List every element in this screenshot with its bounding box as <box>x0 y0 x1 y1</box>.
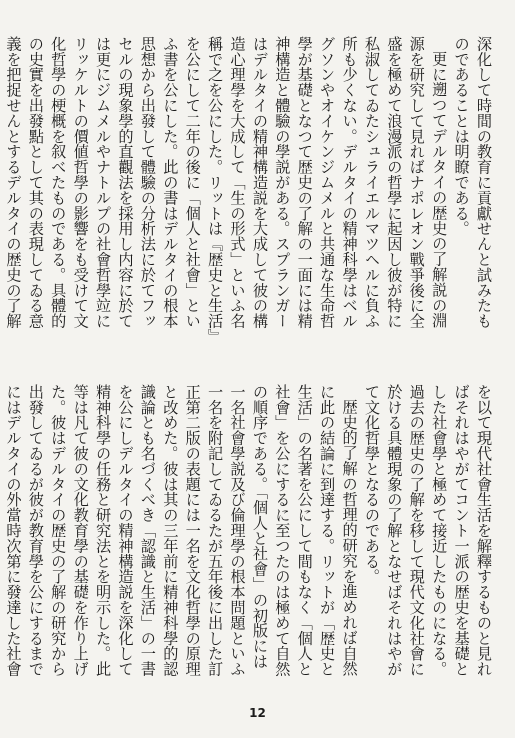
page-number: 12 <box>249 706 266 720</box>
paragraph: を以て現代社會生活を解釋するものと見ればそれはやがてコント一派の歴史を基礎とした社會學と極めて接近したものになる。過去の歴史の了解を移して現代文化社會に於ける具體現象の了解となせばそれはやがて文化哲學となるのである。 <box>362 384 493 677</box>
text-block-upper <box>4 36 495 340</box>
paragraph: 歴史的了解の哲理的研究を進めれば自然に此の結論に到達する。リットが「歴史と生活」の名著を公にして間もなく「個人と社會」を公にするに至つたのは極めて自然の順序である。「個人と社會」の初版には一名社會學説及び倫理學の根本問題といふ一名を附記してゐるたが五年後に出した訂正第二版の表題には一名を文化哲學の原理と改めた。彼は其の三年前に精神科學的認識論とも名づくべき「認識と生活」の一書を公にしデルタイの精神構造説を深化して精神科學の任務と研究法とを明示した。此等は凡て彼の文化教育學の基礎を作り上げた。彼はデルタイの歴史の了解の研究から出發してゐるが彼が教育學を公にするまでにはデルタイの外當時次第に發達した社會 <box>4 384 359 677</box>
text-block-lower <box>4 384 495 684</box>
paragraph: 深化して時間の教育に貢獻せんと試みたものであることは明瞭である。 <box>452 36 493 329</box>
paragraph: 更に遡つてデルタイの歴史の了解説の淵源を研究して見ればナポレオン戰爭後に全盛を極めて浪漫派の哲學に起因し彼が特に私淑してゐたシュライエルマツヘルに負ふ所も少くない。デルタイの精神科學はベルグソンやオイケンジムメルと共通な生命哲學が基礎となつて歴史の了解の一面には精神構造と體驗の學説がある。スプランガーはデルタイの精神構造説を大成して彼の構造心理學を大成して「生の形式」といふ名稱で之を公にした。リットは『歴史と生活』を公にして二年の後に「個人と社會」といふ書を公にした。此の書はデルタイの根本思想から出發して體驗の分析法に於てフッセルの現象學的直觀法を採用し内容に於ては更にジムメルやナトルプの社會哲學竝にリッケルトの價値哲學の影響をも受けて文化哲學の梗概を叙べたものである。具體的の史實を出發點として其の表現してゐる意義を把捉せんとするデルタイの歴史の了解 <box>4 36 449 337</box>
